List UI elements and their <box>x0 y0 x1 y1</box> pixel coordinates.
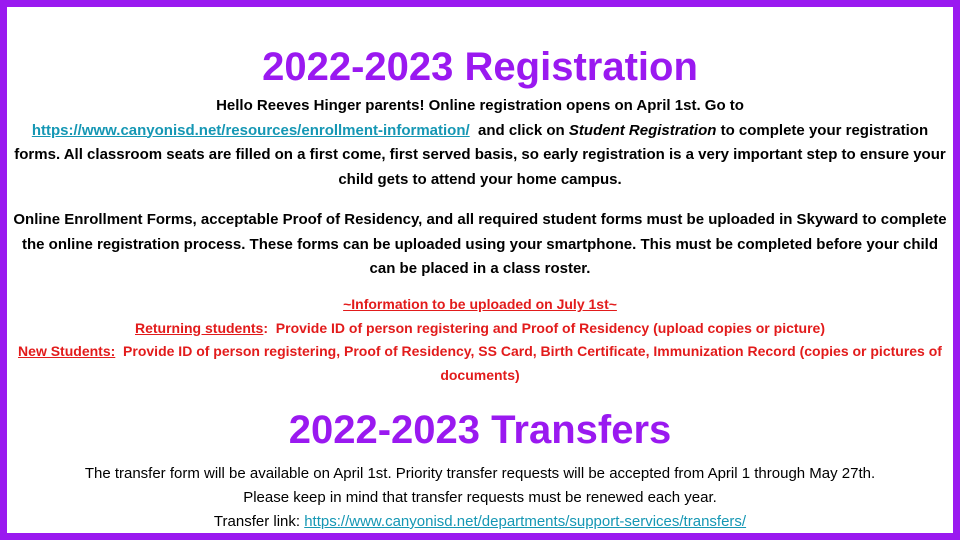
new-students-line <box>11 340 949 387</box>
enrollment-information-link[interactable]: https://www.canyonisd.net/resources/enrollment-information/ <box>31 121 470 139</box>
registration-intro-click: and click on <box>478 121 565 139</box>
student-registration-text: Student Registration <box>568 121 717 139</box>
transfers-info <box>11 462 949 534</box>
upload-heading: ~Information to be uploaded on July 1st~ <box>343 296 617 312</box>
transfer-link-label: Transfer link: <box>213 513 305 530</box>
new-students-label: New Students: <box>18 343 116 359</box>
registration-intro-start: Hello Reeves Hinger parents! Online registration opens on April 1st. Go to <box>216 97 744 114</box>
returning-students-label: Returning students <box>135 319 264 336</box>
returning-students-text: : Provide ID of person registering and Proof of Residency (upload copies or picture) <box>263 319 825 336</box>
new-students-text: Provide ID of person registering, Proof of Residency, SS Card, Birth Certificate, Immunization Record (copies or pictures of documents) <box>115 343 946 383</box>
transfers-link[interactable]: https://www.canyonisd.net/departments/support-services/transfers/ <box>304 513 747 530</box>
enrollment-forms-paragraph: Online Enrollment Forms, acceptable Proof of Residency, and all required student forms must be uploaded in Skyward to complete the online registration process. These forms can be uploaded using your smartphone. This must be completed before your child can be placed in a class roster. <box>13 211 947 277</box>
registration-intro-end: to complete your registration forms. All classroom seats are filled on a first come, first served basis, so early registration is a very important step to ensure your child gets to attend your home campus. <box>14 121 946 188</box>
transfers-renewal-note: Please keep in mind that transfer requests must be renewed each year. <box>243 489 717 506</box>
returning-students-line <box>11 317 949 341</box>
upload-requirements <box>11 293 949 387</box>
registration-intro <box>11 94 949 192</box>
registration-title: 2022-2023 Registration <box>262 45 698 89</box>
transfer-link-line <box>11 510 949 534</box>
transfers-availability: The transfer form will be available on April 1st. Priority transfer requests will be accepted from April 1 through May 27th. <box>84 465 876 482</box>
transfers-title: 2022-2023 Transfers <box>288 408 672 452</box>
